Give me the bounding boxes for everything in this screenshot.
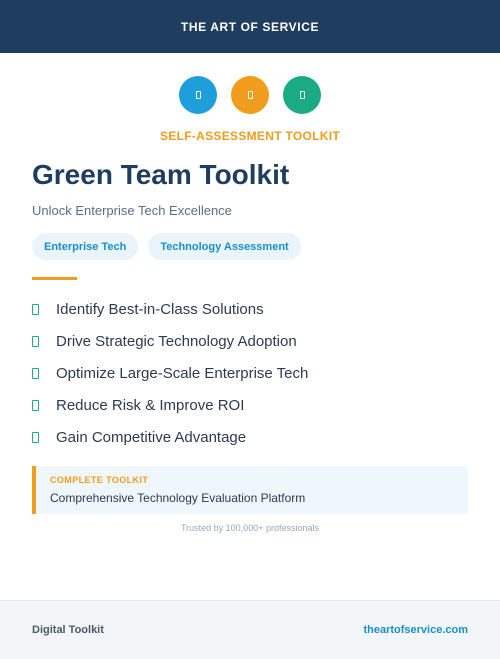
callout-text: Comprehensive Technology Evaluation Platform [50,491,306,506]
website-link[interactable]: theartofservice.com [363,624,468,636]
document-icon [179,76,217,114]
check-icon [32,336,39,347]
list-item [32,389,468,421]
tag-enterprise-tech: Enterprise Tech [32,233,138,260]
trusted-note: Trusted by 100,000+ professionals [180,523,319,534]
main-content [0,159,500,533]
check-icon [32,304,39,315]
brand-name: THE ART OF SERVICE [180,19,320,34]
document-icon [283,76,321,114]
list-item [32,325,468,357]
list-item [32,421,468,453]
check-icon [32,400,39,411]
document-icon [231,76,269,114]
tag-list [32,233,468,260]
footer-label: Digital Toolkit [32,624,104,636]
page-subtitle: Unlock Enterprise Tech Excellence [32,203,232,219]
list-item [32,293,468,325]
header-bar [0,0,500,53]
callout-label: COMPLETE TOOLKIT [50,475,149,486]
feature-text: Gain Competitive Advantage [56,428,247,446]
feature-list [32,293,468,453]
toolkit-callout [32,466,468,514]
check-icon [32,432,39,443]
accent-divider [32,277,77,280]
eyebrow-label: SELF-ASSESSMENT TOOLKIT [159,129,341,143]
check-icon [32,368,39,379]
tag-technology-assessment: Technology Assessment [148,233,300,260]
icon-row [0,76,500,114]
page-title: Green Team Toolkit [32,159,290,190]
feature-text: Identify Best-in-Class Solutions [56,300,264,318]
footer-bar [0,600,500,659]
feature-text: Drive Strategic Technology Adoption [56,332,297,350]
feature-text: Reduce Risk & Improve ROI [56,396,245,414]
list-item [32,357,468,389]
feature-text: Optimize Large-Scale Enterprise Tech [56,364,309,382]
